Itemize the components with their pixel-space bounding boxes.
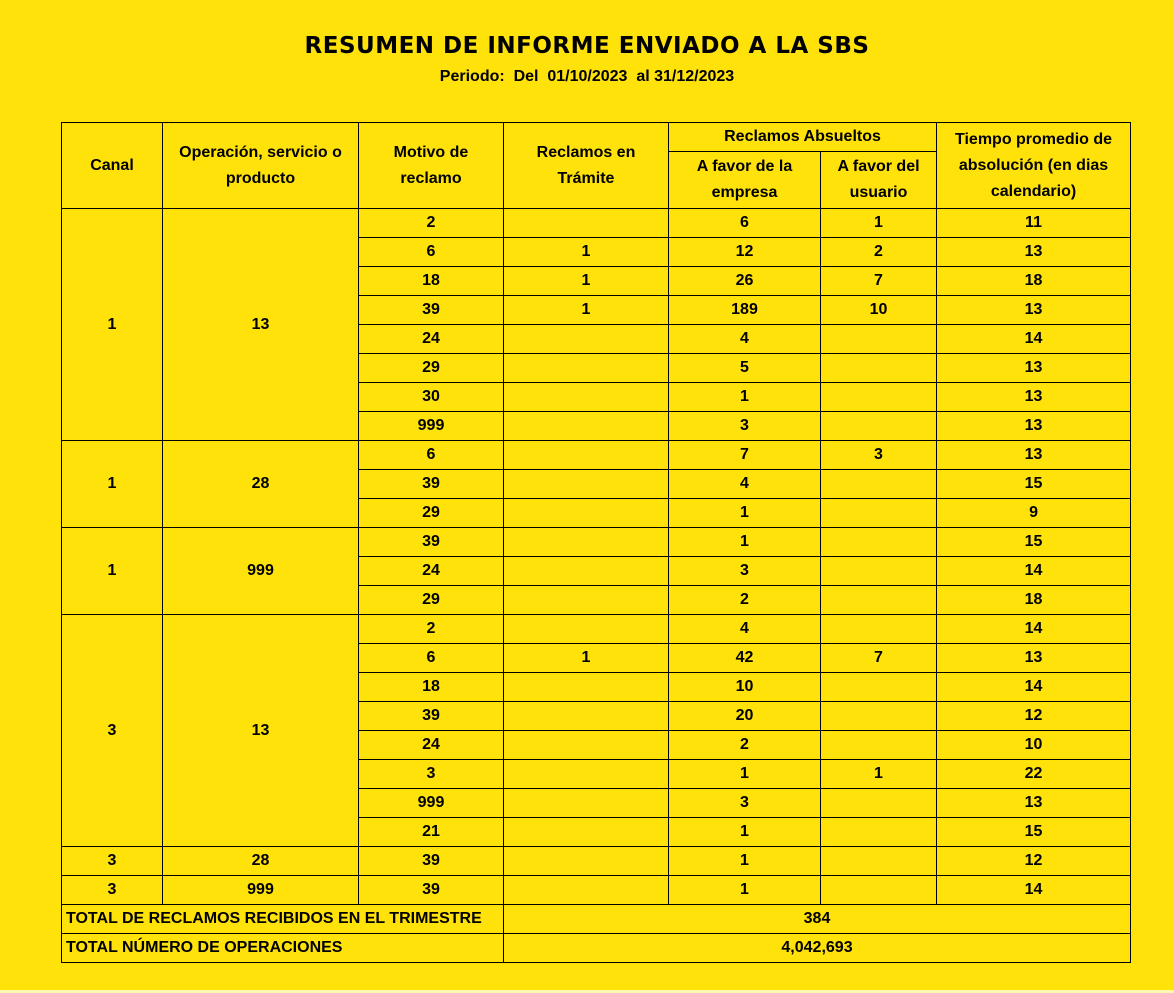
cell-canal: 1 xyxy=(62,441,163,528)
cell-tramite xyxy=(504,586,669,615)
cell-tiempo: 13 xyxy=(937,412,1131,441)
cell-tramite xyxy=(504,557,669,586)
cell-motivo: 999 xyxy=(359,789,504,818)
cell-motivo: 999 xyxy=(359,412,504,441)
cell-motivo: 2 xyxy=(359,615,504,644)
cell-tramite xyxy=(504,325,669,354)
cell-favor-usuario: 3 xyxy=(821,441,937,470)
total-label: TOTAL DE RECLAMOS RECIBIDOS EN EL TRIMESTRE xyxy=(62,905,504,934)
cell-operacion: 28 xyxy=(163,847,359,876)
cell-favor-empresa: 4 xyxy=(669,615,821,644)
cell-favor-empresa: 20 xyxy=(669,702,821,731)
cell-motivo: 24 xyxy=(359,557,504,586)
cell-tiempo: 13 xyxy=(937,789,1131,818)
cell-favor-usuario xyxy=(821,818,937,847)
cell-tiempo: 13 xyxy=(937,238,1131,267)
cell-motivo: 6 xyxy=(359,441,504,470)
cell-motivo: 39 xyxy=(359,702,504,731)
cell-tiempo: 14 xyxy=(937,673,1131,702)
cell-tiempo: 13 xyxy=(937,296,1131,325)
cell-operacion: 999 xyxy=(163,528,359,615)
cell-tramite xyxy=(504,789,669,818)
table-row xyxy=(62,876,1131,905)
cell-tramite xyxy=(504,499,669,528)
cell-motivo: 29 xyxy=(359,586,504,615)
cell-tramite xyxy=(504,760,669,789)
header-favor-empresa: A favor de la empresa xyxy=(669,152,821,209)
cell-motivo: 18 xyxy=(359,267,504,296)
cell-favor-usuario xyxy=(821,528,937,557)
cell-tiempo: 13 xyxy=(937,383,1131,412)
cell-tramite xyxy=(504,470,669,499)
cell-tiempo: 13 xyxy=(937,354,1131,383)
total-value: 4,042,693 xyxy=(504,934,1131,963)
cell-tramite xyxy=(504,731,669,760)
cell-favor-empresa: 26 xyxy=(669,267,821,296)
cell-favor-empresa: 1 xyxy=(669,876,821,905)
cell-tiempo: 13 xyxy=(937,441,1131,470)
cell-tramite xyxy=(504,818,669,847)
cell-favor-usuario xyxy=(821,412,937,441)
table-header xyxy=(62,123,1131,209)
cell-tramite: 1 xyxy=(504,267,669,296)
total-value: 384 xyxy=(504,905,1131,934)
cell-favor-usuario xyxy=(821,499,937,528)
cell-tiempo: 14 xyxy=(937,615,1131,644)
cell-canal: 3 xyxy=(62,847,163,876)
header-motivo: Motivo de reclamo xyxy=(359,123,504,209)
cell-motivo: 24 xyxy=(359,325,504,354)
table-body xyxy=(62,209,1131,905)
cell-tiempo: 14 xyxy=(937,325,1131,354)
cell-favor-empresa: 5 xyxy=(669,354,821,383)
table-row xyxy=(62,847,1131,876)
cell-canal: 1 xyxy=(62,528,163,615)
cell-tramite xyxy=(504,209,669,238)
report-title: RESUMEN DE INFORME ENVIADO A LA SBS xyxy=(304,33,870,59)
cell-motivo: 29 xyxy=(359,499,504,528)
cell-favor-empresa: 1 xyxy=(669,383,821,412)
cell-motivo: 30 xyxy=(359,383,504,412)
cell-tramite: 1 xyxy=(504,296,669,325)
cell-favor-empresa: 1 xyxy=(669,847,821,876)
cell-tramite xyxy=(504,847,669,876)
cell-motivo: 2 xyxy=(359,209,504,238)
cell-favor-empresa: 2 xyxy=(669,586,821,615)
cell-tiempo: 11 xyxy=(937,209,1131,238)
cell-motivo: 24 xyxy=(359,731,504,760)
header-tramite: Reclamos en Trámite xyxy=(504,123,669,209)
totals-row xyxy=(62,934,1131,963)
table-row xyxy=(62,615,1131,644)
cell-canal: 1 xyxy=(62,209,163,441)
cell-motivo: 3 xyxy=(359,760,504,789)
cell-motivo: 39 xyxy=(359,470,504,499)
cell-motivo: 39 xyxy=(359,296,504,325)
cell-tiempo: 13 xyxy=(937,644,1131,673)
total-label: TOTAL NÚMERO DE OPERACIONES xyxy=(62,934,504,963)
cell-tiempo: 12 xyxy=(937,847,1131,876)
table-row xyxy=(62,441,1131,470)
cell-tramite xyxy=(504,383,669,412)
claims-summary-table xyxy=(61,122,1131,963)
cell-favor-usuario: 10 xyxy=(821,296,937,325)
cell-tramite: 1 xyxy=(504,238,669,267)
cell-favor-empresa: 1 xyxy=(669,499,821,528)
header-operacion: Operación, servicio o producto xyxy=(163,123,359,209)
cell-motivo: 29 xyxy=(359,354,504,383)
header-tiempo: Tiempo promedio de absolución (en dias calendario) xyxy=(937,123,1131,209)
cell-favor-empresa: 1 xyxy=(669,818,821,847)
cell-tramite xyxy=(504,615,669,644)
cell-favor-usuario xyxy=(821,557,937,586)
cell-favor-usuario xyxy=(821,586,937,615)
cell-tramite xyxy=(504,441,669,470)
cell-tiempo: 14 xyxy=(937,557,1131,586)
cell-tiempo: 15 xyxy=(937,470,1131,499)
cell-tramite xyxy=(504,354,669,383)
cell-favor-usuario: 1 xyxy=(821,209,937,238)
cell-favor-usuario xyxy=(821,789,937,818)
cell-favor-usuario xyxy=(821,354,937,383)
cell-motivo: 18 xyxy=(359,673,504,702)
cell-favor-usuario xyxy=(821,731,937,760)
cell-motivo: 39 xyxy=(359,528,504,557)
cell-favor-usuario xyxy=(821,325,937,354)
header-favor-usuario: A favor del usuario xyxy=(821,152,937,209)
table-row xyxy=(62,209,1131,238)
cell-favor-usuario: 7 xyxy=(821,267,937,296)
cell-favor-empresa: 10 xyxy=(669,673,821,702)
cell-motivo: 6 xyxy=(359,238,504,267)
cell-favor-usuario xyxy=(821,876,937,905)
cell-favor-usuario: 7 xyxy=(821,644,937,673)
cell-favor-empresa: 3 xyxy=(669,789,821,818)
cell-operacion: 13 xyxy=(163,209,359,441)
cell-favor-empresa: 189 xyxy=(669,296,821,325)
header-absueltos: Reclamos Absueltos xyxy=(669,123,937,152)
cell-motivo: 39 xyxy=(359,876,504,905)
cell-canal: 3 xyxy=(62,615,163,847)
cell-motivo: 21 xyxy=(359,818,504,847)
cell-favor-empresa: 7 xyxy=(669,441,821,470)
cell-tiempo: 9 xyxy=(937,499,1131,528)
totals-row xyxy=(62,905,1131,934)
cell-tiempo: 10 xyxy=(937,731,1131,760)
cell-tramite xyxy=(504,673,669,702)
cell-favor-empresa: 4 xyxy=(669,325,821,354)
cell-tiempo: 15 xyxy=(937,818,1131,847)
header-canal: Canal xyxy=(62,123,163,209)
cell-favor-empresa: 1 xyxy=(669,760,821,789)
cell-favor-empresa: 12 xyxy=(669,238,821,267)
cell-favor-empresa: 1 xyxy=(669,528,821,557)
cell-favor-empresa: 3 xyxy=(669,412,821,441)
cell-favor-usuario xyxy=(821,702,937,731)
cell-tiempo: 14 xyxy=(937,876,1131,905)
cell-favor-empresa: 2 xyxy=(669,731,821,760)
cell-favor-usuario: 1 xyxy=(821,760,937,789)
cell-tramite xyxy=(504,876,669,905)
cell-favor-usuario xyxy=(821,847,937,876)
cell-motivo: 39 xyxy=(359,847,504,876)
cell-favor-empresa: 6 xyxy=(669,209,821,238)
report-period: Periodo: Del 01/10/2023 al 31/12/2023 xyxy=(439,68,735,85)
cell-favor-empresa: 3 xyxy=(669,557,821,586)
cell-operacion: 28 xyxy=(163,441,359,528)
cell-favor-usuario xyxy=(821,470,937,499)
cell-tramite xyxy=(504,412,669,441)
cell-favor-usuario xyxy=(821,673,937,702)
cell-tiempo: 15 xyxy=(937,528,1131,557)
cell-tramite: 1 xyxy=(504,644,669,673)
cell-tiempo: 22 xyxy=(937,760,1131,789)
cell-tiempo: 12 xyxy=(937,702,1131,731)
cell-canal: 3 xyxy=(62,876,163,905)
cell-favor-empresa: 42 xyxy=(669,644,821,673)
cell-favor-usuario: 2 xyxy=(821,238,937,267)
cell-tramite xyxy=(504,528,669,557)
cell-tramite xyxy=(504,702,669,731)
table-row xyxy=(62,528,1131,557)
cell-tiempo: 18 xyxy=(937,267,1131,296)
cell-motivo: 6 xyxy=(359,644,504,673)
cell-favor-usuario xyxy=(821,615,937,644)
cell-operacion: 13 xyxy=(163,615,359,847)
cell-tiempo: 18 xyxy=(937,586,1131,615)
cell-favor-empresa: 4 xyxy=(669,470,821,499)
totals-body xyxy=(62,905,1131,963)
cell-operacion: 999 xyxy=(163,876,359,905)
cell-favor-usuario xyxy=(821,383,937,412)
